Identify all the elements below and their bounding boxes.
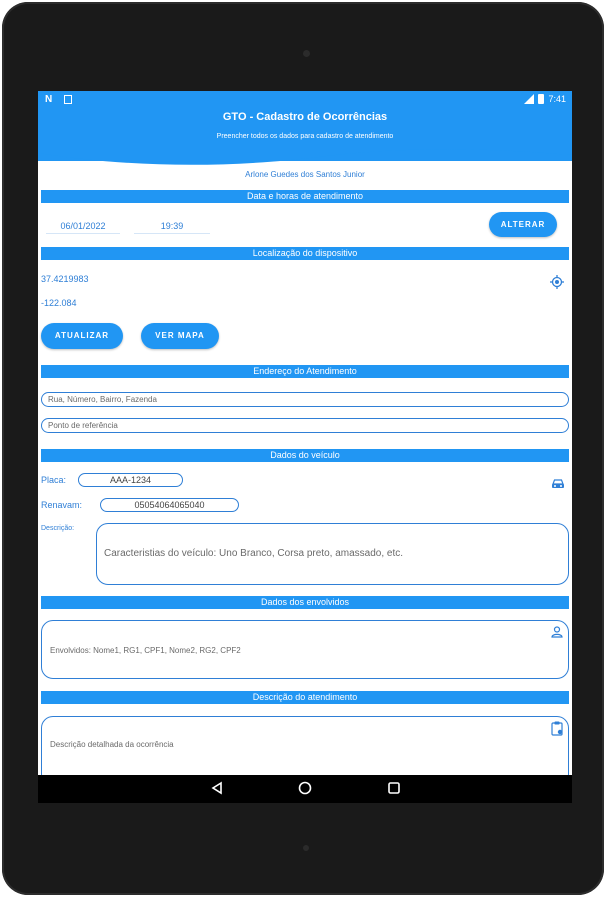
car-icon — [551, 478, 565, 490]
sim-icon — [64, 95, 72, 104]
battery-icon — [538, 94, 544, 104]
description-label: Descrição: — [41, 525, 75, 532]
person-icon — [551, 626, 563, 638]
view-map-button[interactable]: VER MAPA — [141, 323, 219, 349]
front-camera — [303, 50, 310, 57]
renavam-input[interactable]: 05054064065040 — [100, 498, 239, 512]
status-bar — [38, 91, 572, 109]
signal-icon — [524, 94, 534, 104]
location-target-icon[interactable] — [550, 275, 564, 289]
page-subtitle: Preencher todos os dados para cadastro de atendimento — [216, 133, 394, 140]
date-field[interactable]: 06/01/2022 — [46, 221, 120, 234]
section-involved-title: Dados dos envolvidos — [41, 596, 569, 609]
nav-recent-icon[interactable] — [387, 781, 401, 795]
street-input[interactable]: Rua, Número, Bairro, Fazenda — [41, 392, 569, 407]
section-datetime-title: Data e horas de atendimento — [41, 190, 569, 203]
reference-input[interactable]: Ponto de referência — [41, 418, 569, 433]
plate-input[interactable]: AAA-1234 — [78, 473, 183, 487]
section-service-title: Descrição do atendimento — [41, 691, 569, 704]
clipboard-icon — [551, 721, 564, 736]
update-location-button[interactable]: ATUALIZAR — [41, 323, 123, 349]
app-screen — [38, 91, 572, 803]
section-location-title: Localização do dispositivo — [41, 247, 569, 260]
time-field[interactable]: 19:39 — [134, 221, 210, 234]
page-title: GTO - Cadastro de Ocorrências — [222, 111, 388, 123]
service-description-input[interactable]: Descrição detalhada da ocorrência — [41, 716, 569, 786]
bottom-sensor — [303, 845, 309, 851]
nav-back-icon[interactable] — [210, 781, 224, 795]
system-nav-bar — [38, 775, 572, 803]
nav-home-icon[interactable] — [298, 781, 312, 795]
user-name: Arlone Guedes dos Santos Junior — [245, 170, 365, 179]
latitude-value: 37.4219983 — [41, 274, 89, 284]
notification-icon: N — [45, 94, 53, 105]
renavam-label: Renavam: — [41, 500, 83, 510]
longitude-value: -122.084 — [41, 298, 77, 308]
plate-label: Placa: — [41, 475, 67, 485]
section-vehicle-title: Dados do veículo — [41, 449, 569, 462]
status-time: 7:41 — [548, 94, 566, 104]
vehicle-description-input[interactable]: Caracteristias do veículo: Uno Branco, Corsa preto, amassado, etc. — [96, 523, 569, 585]
change-datetime-button[interactable]: ALTERAR — [489, 212, 557, 237]
section-address-title: Endereço do Atendimento — [41, 365, 569, 378]
involved-input[interactable]: Envolvidos: Nome1, RG1, CPF1, Nome2, RG2, CPF2 — [41, 620, 569, 679]
